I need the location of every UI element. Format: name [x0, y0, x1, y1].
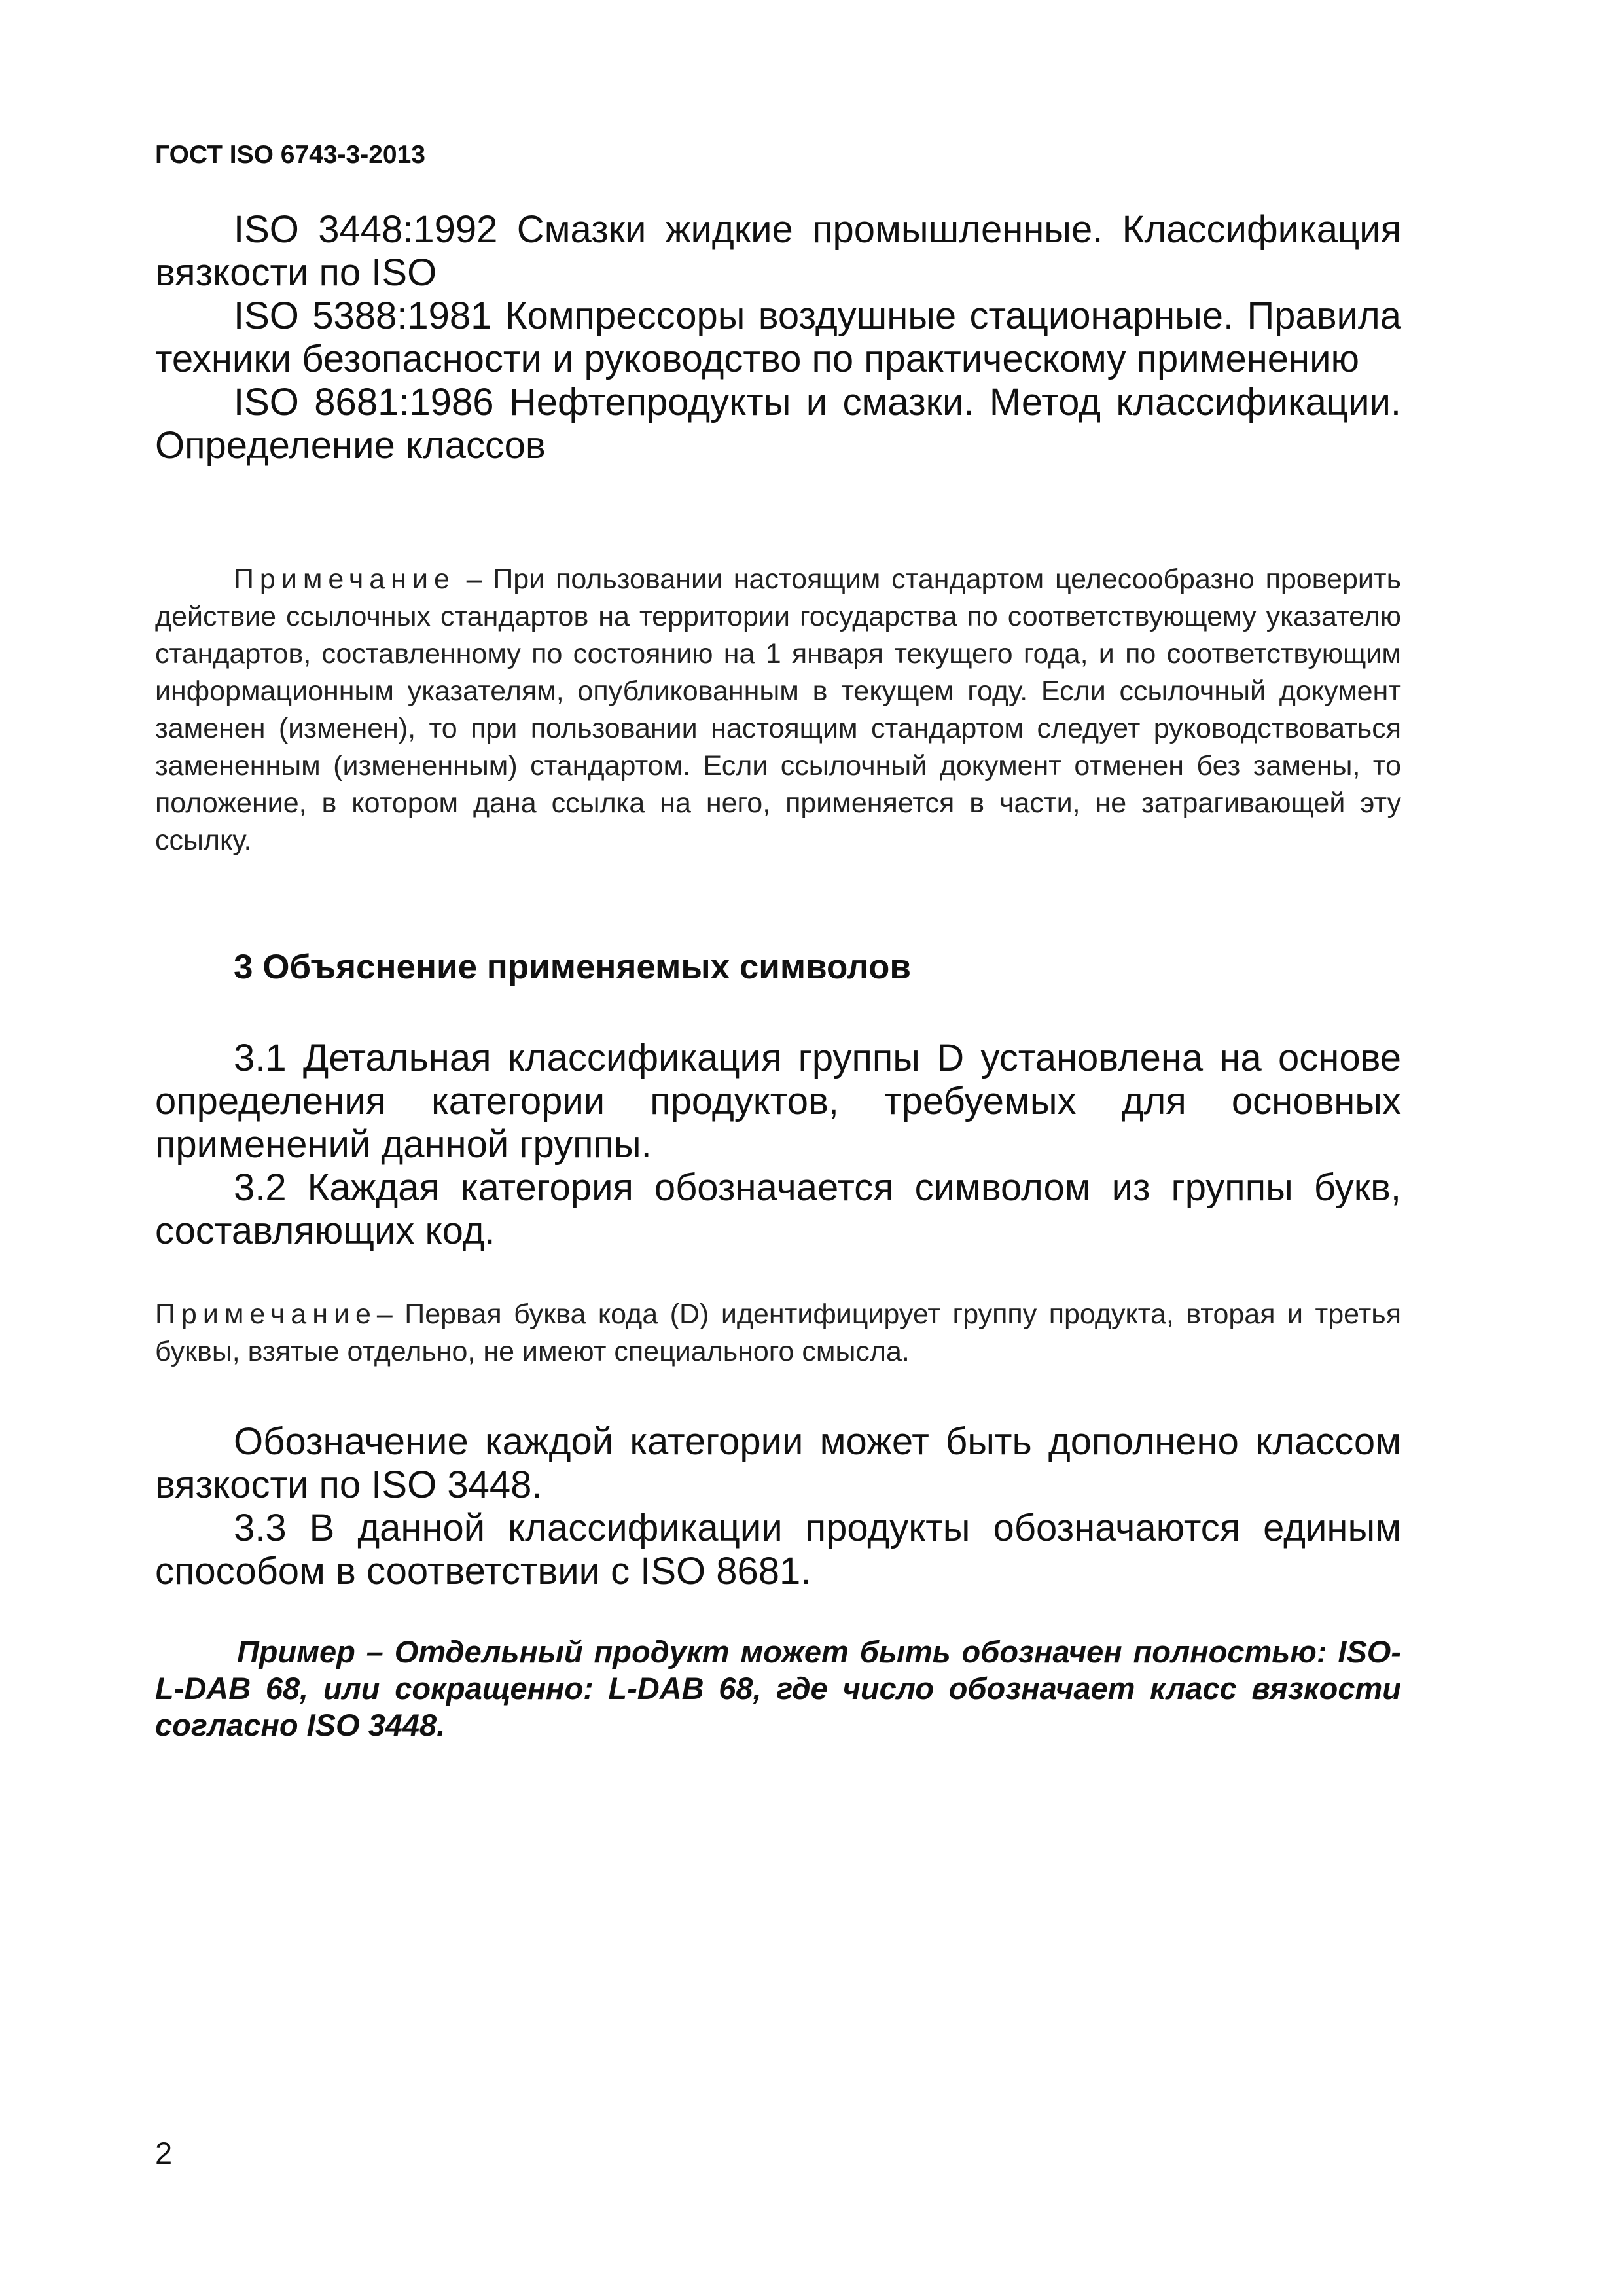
note-text: – При пользовании настоящим стандартом целесообразно проверить действие ссылочных стандартов на территории государства по соответствующему указателю стандартов, составленному по состоянию на 1 января текущего года, и по соответствующим информационным указателям, опубликованным в текущем году. Если ссылочный документ заменен (изменен), то при пользовании настоящим стандартом следует руководствоваться замененным (измененным) стандартом. Если ссылочный документ отменен без замены, то положение, в котором дана ссылка на него, применяется в части, не затрагивающей эту ссылку. — [155, 564, 1401, 856]
reference-iso-8681: ISO 8681:1986 Нефтепродукты и смазки. Метод классификации. Определение классов — [155, 381, 1401, 467]
paragraph-3-3: 3.3 В данной классификации продукты обозначаются единым способом в соответствии с ISO 8681. — [155, 1507, 1401, 1592]
paragraph-designation: Обозначение каждой категории может быть дополнено классом вязкости по ISO 3448. — [155, 1420, 1401, 1506]
note-code-letters — [155, 1296, 1401, 1371]
example-text: Пример – Отдельный продукт может быть обозначен полностью: ISO-L-DAB 68, или сокращенно: L-DAB 68, где число обозначает класс вязкости согласно ISO 3448. — [155, 1634, 1401, 1742]
reference-iso-5388: ISO 5388:1981 Компрессоры воздушные стационарные. Правила техники безопасности и руководство по практическому применению — [155, 295, 1401, 380]
example-block — [155, 1634, 1401, 1744]
section-3-body-continued — [155, 1420, 1401, 1593]
note-label: Примечание — [234, 564, 455, 595]
page-number: 2 — [155, 2136, 173, 2170]
paragraph-3-1: 3.1 Детальная классификация группы D установлена на основе определения категории продуктов, требуемых для основных применений данной группы. — [155, 1037, 1401, 1166]
section-3-heading-block — [155, 946, 1401, 989]
reference-iso-3448: ISO 3448:1992 Смазки жидкие промышленные. Классификация вязкости по ISO — [155, 208, 1401, 294]
note-label: Примечание — [155, 1299, 377, 1330]
paragraph-3-2: 3.2 Каждая категория обозначается символом из группы букв, составляющих код. — [155, 1166, 1401, 1252]
references-block — [155, 208, 1401, 467]
note-references — [155, 561, 1401, 859]
section-3-body — [155, 1037, 1401, 1253]
note-text: – Первая буква кода (D) идентифицирует группу продукта, вторая и третья буквы, взятые отдельно, не имеют специального смысла. — [155, 1299, 1401, 1367]
section-heading: 3 Объяснение применяемых символов — [234, 948, 911, 986]
document-header: ГОСТ ISO 6743-3-2013 — [155, 141, 425, 169]
